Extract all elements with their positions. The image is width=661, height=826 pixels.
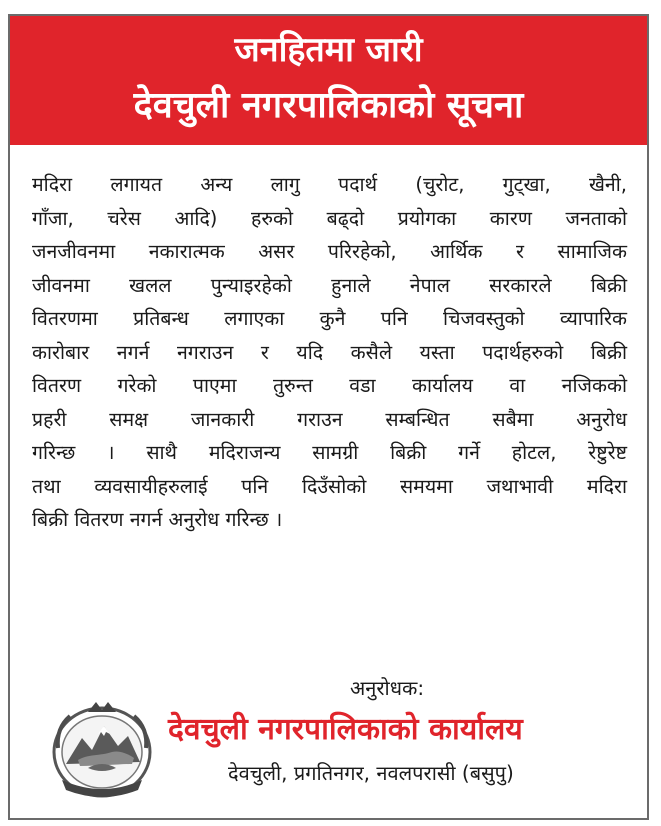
notice-body-line: बिक्री वितरण नगर्न अनुरोध गरिन्छ । bbox=[32, 508, 283, 531]
notice-body-line: वितरण गरेको पाएमा तुरुन्त वडा कार्यालय वा नजिकको bbox=[32, 374, 627, 397]
notice-body-line: कारोबार नगर्न नगराउन र यदि कसैले यस्ता पदार्थहरुको बिक्री bbox=[32, 340, 627, 364]
notice-body bbox=[32, 168, 627, 537]
nepal-government-emblem-icon bbox=[48, 698, 156, 802]
office-name: देवचुली नगरपालिकाको कार्यालय bbox=[168, 712, 523, 747]
public-notice bbox=[8, 14, 649, 820]
notice-body-line: वितरणमा प्रतिबन्ध लगाएका कुनै पनि चिजवस्तुको व्यापारिक bbox=[32, 307, 627, 330]
notice-header-banner bbox=[10, 16, 647, 145]
notice-body-line: गाँजा, चरेस आदि) हरुको बढ्दो प्रयोगका कारण जनताको bbox=[32, 206, 627, 230]
notice-body-line: मदिरा लगायत अन्य लागु पदार्थ (चुरोट, गुट्खा, खैनी, bbox=[32, 173, 627, 196]
office-address: देवचुली, प्रगतिनगर, नवलपरासी (बसुपु) bbox=[228, 761, 514, 785]
requester-label: अनुरोधक: bbox=[350, 676, 425, 700]
notice-body-line: प्रहरी समक्ष जानकारी गराउन सम्बन्धित सबैमा अनुरोध bbox=[32, 407, 627, 431]
notice-body-line: गरिन्छ । साथै मदिराजन्य सामग्री बिक्री गर्ने होटल, रेष्टुरेष्ट bbox=[32, 441, 627, 464]
notice-header-title: जनहितमा जारी bbox=[234, 30, 423, 70]
notice-header-subtitle: देवचुली नगरपालिकाको सूचना bbox=[133, 85, 524, 126]
notice-body-line: जीवनमा खलल पुन्याइरहेको हुनाले नेपाल सरकारले बिक्री bbox=[32, 273, 627, 297]
notice-body-line: जनजीवनमा नकारात्मक असर परिरहेको, आर्थिक र सामाजिक bbox=[32, 240, 627, 263]
notice-body-line: तथा व्यवसायीहरुलाई पनि दिउँसोको समयमा जथाभावी मदिरा bbox=[32, 474, 627, 498]
